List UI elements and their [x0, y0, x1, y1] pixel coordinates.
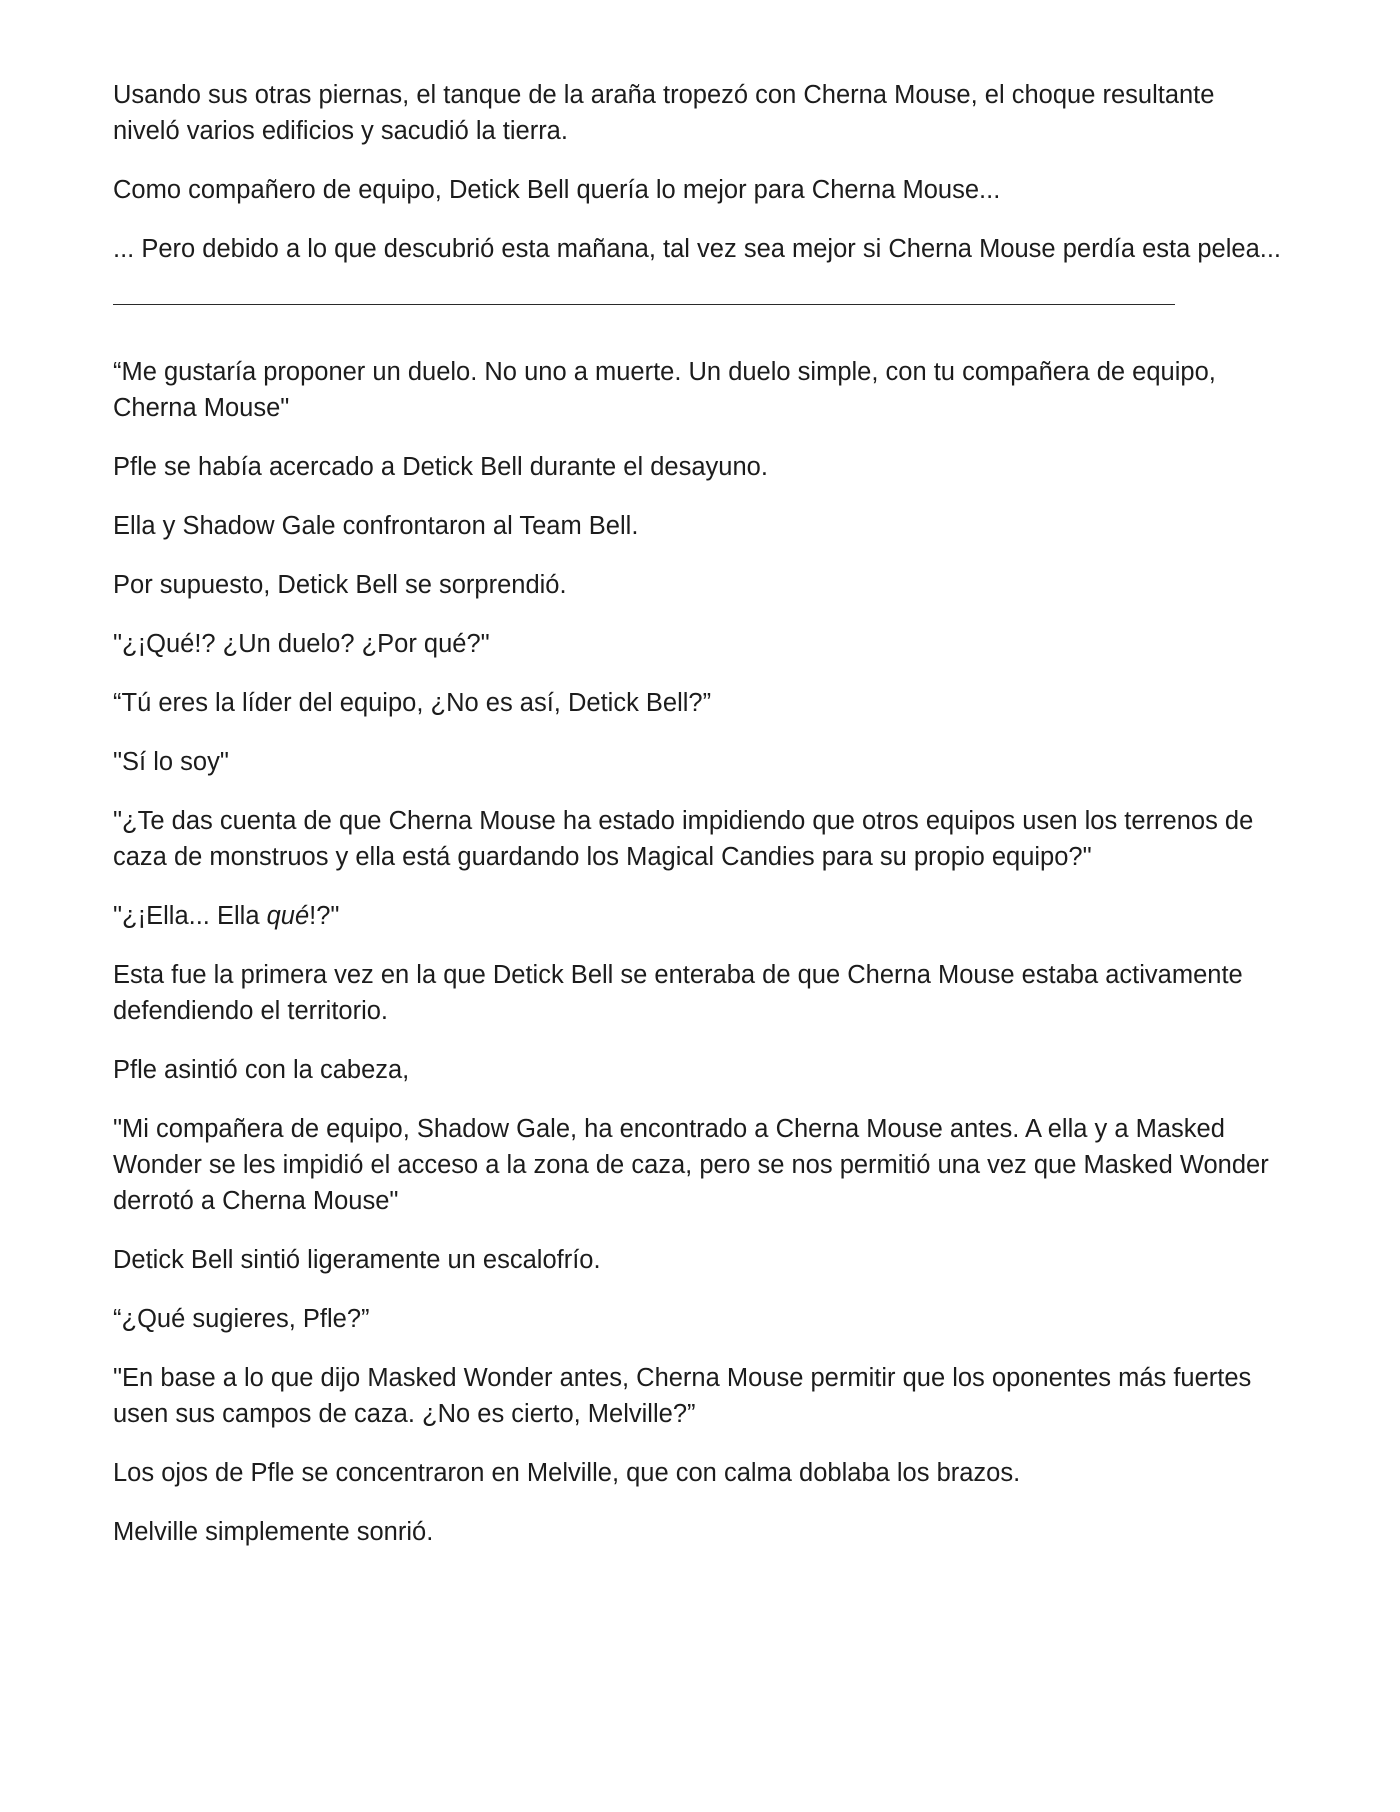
paragraph-que-sugieres: “¿Qué sugieres, Pfle?”	[113, 1305, 370, 1333]
paragraph-confront: Ella y Shadow Gale confrontaron al Team Bell.	[113, 512, 639, 540]
paragraph-shiver: Detick Bell sintió ligeramente un escalofrío.	[113, 1246, 601, 1274]
ella-line-end: !?"	[309, 902, 340, 930]
paragraph-hunting-grounds: "¿Te das cuenta de que Cherna Mouse ha estado impidiendo que otros equipos usen los terrenos de caza de monstruos y ella está guardando los Magical Candies para su propio equipo?"	[113, 807, 1254, 871]
paragraph-spider-tank: Usando sus otras piernas, el tanque de la araña tropezó con Cherna Mouse, el choque resultante niveló varios edificios y sacudió la tierra.	[113, 81, 1215, 145]
paragraph-breakfast: Pfle se había acercado a Detick Bell durante el desayuno.	[113, 453, 768, 481]
paragraph-melville-smiled: Melville simplemente sonrió.	[113, 1518, 434, 1546]
paragraph-ella-que	[113, 898, 1288, 934]
scene-break-divider	[113, 304, 1175, 305]
paragraph-pfle-eyes: Los ojos de Pfle se concentraron en Melville, que con calma doblaba los brazos.	[113, 1459, 1021, 1487]
paragraph-duel-proposal: “Me gustaría proponer un duelo. No uno a muerte. Un duelo simple, con tu compañera de equipo, Cherna Mouse"	[113, 358, 1216, 422]
ella-line-emphasis: qué	[266, 902, 310, 930]
paragraph-si-lo-soy: "Sí lo soy"	[113, 748, 229, 776]
paragraph-first-time: Esta fue la primera vez en la que Detick Bell se enteraba de que Cherna Mouse estaba activamente defendiendo el territorio.	[113, 961, 1243, 1025]
paragraph-teammate: Como compañero de equipo, Detick Bell quería lo mejor para Cherna Mouse...	[113, 176, 1001, 204]
paragraph-surprised: Por supuesto, Detick Bell se sorprendió.	[113, 571, 567, 599]
paragraph-team-leader: “Tú eres la líder del equipo, ¿No es así, Detick Bell?”	[113, 689, 712, 717]
paragraph-nodded: Pfle asintió con la cabeza,	[113, 1056, 410, 1084]
paragraph-que-duelo: "¿¡Qué!? ¿Un duelo? ¿Por qué?"	[113, 630, 490, 658]
paragraph-stronger-opponents: "En base a lo que dijo Masked Wonder antes, Cherna Mouse permitir que los oponentes más fuertes usen sus campos de caza. ¿No es cierto, Melville?”	[113, 1364, 1252, 1428]
paragraph-shadow-gale: "Mi compañera de equipo, Shadow Gale, ha encontrado a Cherna Mouse antes. A ella y a Masked Wonder se les impidió el acceso a la zona de caza, pero se nos permitió una vez que Masked Wonder derrotó a Cherna Mouse"	[113, 1115, 1269, 1215]
paragraph-lose-fight: ... Pero debido a lo que descubrió esta mañana, tal vez sea mejor si Cherna Mouse perdía esta pelea...	[113, 235, 1282, 263]
ella-line-start: "¿¡Ella... Ella	[113, 902, 267, 930]
